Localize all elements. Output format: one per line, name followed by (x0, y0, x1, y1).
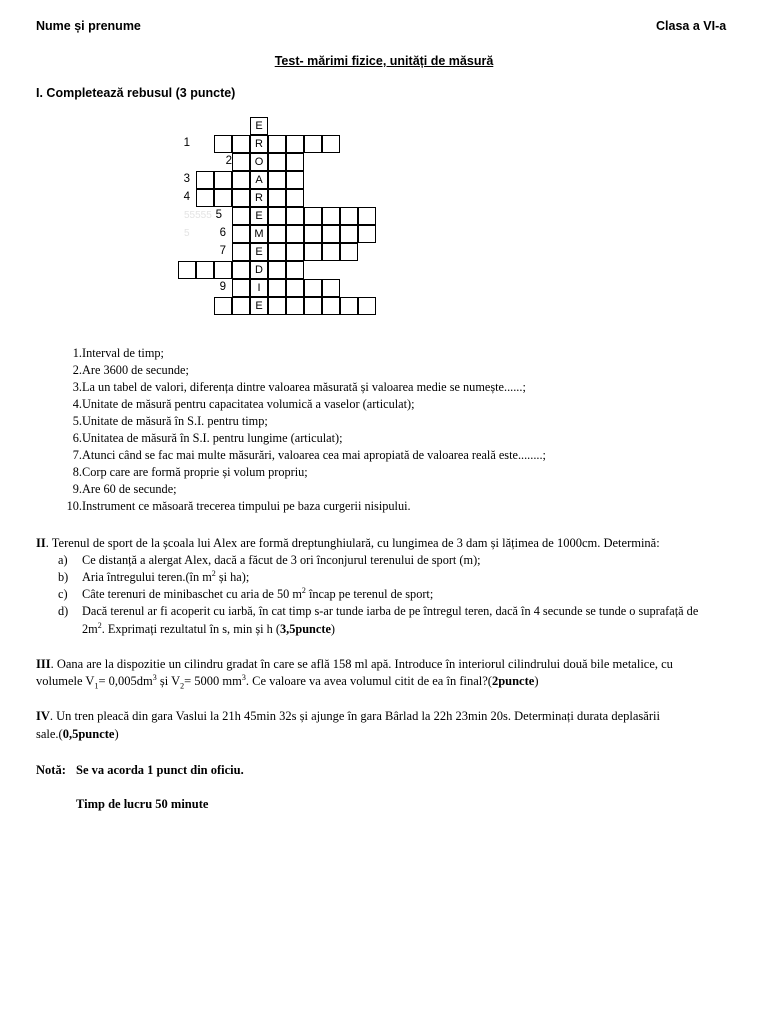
crossword-cell[interactable] (286, 153, 304, 171)
crossword-cell[interactable] (214, 171, 232, 189)
row-number: 3 (183, 173, 190, 185)
crossword-cell[interactable] (196, 171, 214, 189)
crossword-cell[interactable] (214, 135, 232, 153)
crossword-key-cell: E (250, 207, 268, 225)
section4-text: IV. Un tren pleacă din gara Vaslui la 21h 45min 32s și ajunge în gara Bârlad la 22h 23min 20s. Determinați durata deplasării (36, 709, 660, 723)
section3-text: III. Oana are la dispozitie un cilindru gradat în care se află 158 ml apă. Introduce în interiorul cilindrului două bile metalice, cu (36, 657, 673, 671)
student-name-label: Nume și prenume (36, 19, 141, 33)
crossword-cell[interactable] (322, 243, 340, 261)
crossword-cell[interactable] (232, 189, 250, 207)
list-item: 10. Instrument ce măsoară trecerea timpului pe baza curgerii nisipului. (66, 499, 411, 513)
crossword-cell[interactable] (268, 225, 286, 243)
list-item: 4. Unitate de măsură pentru capacitatea volumică a vaselor (articulat); (72, 397, 415, 411)
crossword-cell[interactable] (286, 189, 304, 207)
section4-text-continued: sale.(0,5puncte) (36, 727, 119, 741)
faint-mark: 5 (184, 228, 190, 239)
crossword-cell[interactable] (268, 207, 286, 225)
crossword-cell[interactable] (286, 135, 304, 153)
section2-item-d: d) Dacă terenul ar fi acoperit cu iarbă, în cat timp s-ar tunde iarba de pe întregul teren, dacă în 4 secunde se tunde o suprafață de (58, 604, 699, 618)
section2-item-b: b) Aria întregului teren.(în $m^2$ și ha); (58, 568, 250, 584)
crossword-key-cell: R (250, 135, 268, 153)
crossword-cell[interactable] (268, 135, 286, 153)
crossword-cell[interactable] (286, 261, 304, 279)
work-time: Timp de lucru 50 minute (76, 797, 209, 811)
crossword-cell[interactable] (358, 297, 376, 315)
crossword-cell[interactable] (178, 261, 196, 279)
crossword-key-cell: E (250, 297, 268, 315)
section1-heading: I. Completează rebusul (3 puncte) (36, 86, 236, 100)
list-item: 2. Are 3600 de secunde; (72, 363, 189, 377)
list-item: 3. La un tabel de valori, diferența dintre valoarea măsurată și valoarea medie se numește......; (72, 380, 526, 394)
crossword-cell[interactable] (304, 225, 322, 243)
crossword-cell[interactable] (286, 279, 304, 297)
crossword-cell[interactable] (232, 279, 250, 297)
crossword-cell[interactable] (322, 135, 340, 153)
crossword-cell[interactable] (232, 261, 250, 279)
crossword-cell[interactable] (196, 261, 214, 279)
note-label: Notă: (36, 763, 66, 777)
crossword-cell[interactable] (340, 243, 358, 261)
crossword-cell[interactable] (286, 207, 304, 225)
crossword-cell[interactable] (232, 207, 250, 225)
crossword-cell[interactable] (322, 279, 340, 297)
crossword-cell[interactable] (286, 297, 304, 315)
list-item: 5. Unitate de măsură în S.I. pentru timp; (72, 414, 268, 428)
crossword-key-cell: A (250, 171, 268, 189)
crossword-cell[interactable] (322, 297, 340, 315)
row-number: 9 (219, 281, 226, 293)
list-item: 8. Corp care are formă proprie și volum propriu; (72, 465, 308, 479)
crossword-cell[interactable] (268, 279, 286, 297)
note-text: Se va acorda 1 punct din oficiu. (76, 763, 244, 777)
crossword-cell[interactable] (196, 189, 214, 207)
crossword-key-cell: O (250, 153, 268, 171)
crossword-cell[interactable] (340, 297, 358, 315)
crossword-cell[interactable] (268, 243, 286, 261)
crossword-cell[interactable] (268, 153, 286, 171)
crossword-cell[interactable] (232, 135, 250, 153)
crossword-cell[interactable] (232, 153, 250, 171)
section2-item-a: a) Ce distanță a alergat Alex, dacă a făcut de 3 ori înconjurul terenului de sport (m); (58, 553, 481, 567)
crossword-key-cell: I (250, 279, 268, 297)
crossword-cell[interactable] (268, 261, 286, 279)
list-item: 9. Are 60 de secunde; (72, 482, 177, 496)
section2-item-c: c) Câte terenuri de minibaschet cu aria de 50 $m^2$ încap pe terenul de sport; (58, 585, 434, 601)
crossword-cell[interactable] (322, 225, 340, 243)
crossword-key-cell: D (250, 261, 268, 279)
crossword-cell[interactable] (232, 225, 250, 243)
crossword-cell[interactable] (268, 171, 286, 189)
row-number: 7 (219, 245, 226, 257)
crossword-cell[interactable] (268, 297, 286, 315)
crossword-cell[interactable] (340, 225, 358, 243)
faint-mark: 55555 (184, 210, 212, 221)
crossword-cell[interactable] (358, 225, 376, 243)
crossword-cell[interactable] (232, 243, 250, 261)
crossword-cell[interactable] (286, 171, 304, 189)
crossword-cell[interactable] (232, 297, 250, 315)
crossword-cell[interactable] (304, 207, 322, 225)
row-number: 1 (183, 137, 190, 149)
crossword-cell[interactable] (304, 135, 322, 153)
crossword-cell[interactable] (322, 207, 340, 225)
list-item: 1. Interval de timp; (72, 346, 164, 360)
crossword-key-cell: R (250, 189, 268, 207)
crossword-key-cell: E (250, 243, 268, 261)
crossword-cell[interactable] (214, 189, 232, 207)
section3-text-continued: volumele $V_1= 0,005dm^3$ și $V_2= 5000$ $mm^3$. Ce valoare va avea volumul citit de ea în final?(2puncte) (36, 672, 539, 691)
crossword-cell[interactable] (286, 225, 304, 243)
section2-intro: II. Terenul de sport de la școala lui Alex are formă dreptunghiulară, cu lungimea de 3 dam și lățimea de 1000cm. Determină: (36, 536, 660, 550)
crossword-cell[interactable] (286, 243, 304, 261)
crossword-cell[interactable] (268, 189, 286, 207)
crossword-cell[interactable] (358, 207, 376, 225)
test-title: Test- mărimi fizice, unități de măsură (274, 54, 494, 68)
section2-item-d-continued: $2m^2$. Exprimați rezultatul în s, min și h (3,5puncte) (82, 620, 336, 636)
crossword-key-cell: M (250, 225, 268, 243)
crossword-cell[interactable] (304, 243, 322, 261)
crossword-key-cell: E (250, 117, 268, 135)
crossword-cell[interactable] (214, 297, 232, 315)
crossword-cell[interactable] (214, 261, 232, 279)
row-number: 5 (215, 209, 222, 221)
list-item: 6. Unitatea de măsură în S.I. pentru lungime (articulat); (72, 431, 343, 445)
row-number: 2 (225, 155, 232, 167)
row-number: 6 (219, 227, 226, 239)
crossword-cell[interactable] (304, 297, 322, 315)
row-number: 4 (183, 191, 190, 203)
crossword-cell[interactable] (304, 279, 322, 297)
class-label: Clasa a VI-a (656, 19, 727, 33)
crossword-cell[interactable] (340, 207, 358, 225)
list-item: 7. Atunci când se fac mai multe măsurări, valoarea cea mai apropiată de valoarea reală este........; (72, 448, 546, 462)
crossword-cell[interactable] (232, 171, 250, 189)
